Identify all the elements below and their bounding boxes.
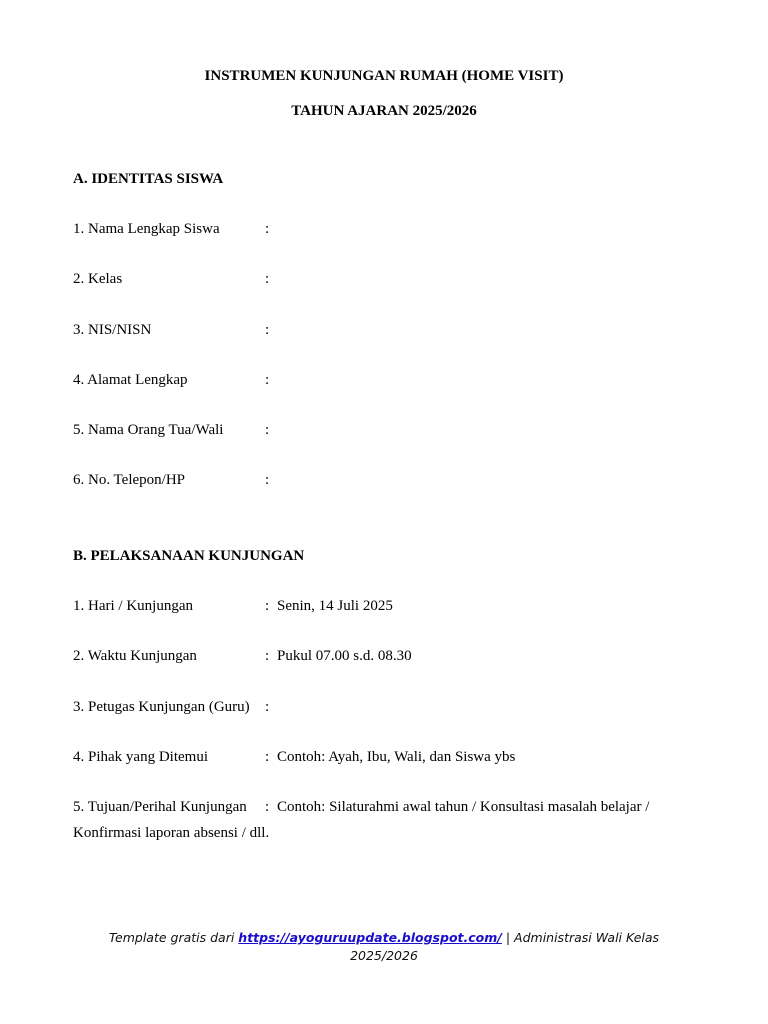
field-label: 4. Pihak yang Ditemui	[73, 749, 208, 765]
section-a-heading: A. IDENTITAS SISWA	[73, 171, 224, 187]
field-label: 5. Tujuan/Perihal Kunjungan	[73, 799, 247, 815]
field-label: 2. Kelas	[73, 271, 123, 287]
field-value: Contoh: Ayah, Ibu, Wali, dan Siswa ybs	[277, 749, 516, 765]
field-no-telepon-hp	[73, 472, 693, 492]
field-first-line	[73, 794, 693, 820]
field-colon: :	[265, 799, 270, 815]
field-nama-orang-tua-wali	[73, 422, 693, 442]
field-petugas-kunjungan	[73, 699, 693, 719]
field-colon: :	[265, 372, 270, 388]
field-waktu-kunjungan	[73, 648, 693, 668]
field-label: 3. Petugas Kunjungan (Guru)	[73, 699, 250, 715]
field-colon: :	[265, 648, 270, 664]
footer-line-1	[90, 929, 678, 947]
field-colon: :	[265, 221, 270, 237]
field-nis-nisn	[73, 322, 693, 342]
field-value: Pukul 07.00 s.d. 08.30	[277, 648, 412, 664]
field-alamat-lengkap	[73, 372, 693, 392]
document-subtitle: TAHUN AJARAN 2025/2026	[291, 103, 477, 119]
field-label: 1. Hari / Kunjungan	[73, 598, 193, 614]
field-label: 5. Nama Orang Tua/Wali	[73, 422, 224, 438]
field-label: 6. No. Telepon/HP	[73, 472, 186, 488]
field-pihak-yang-ditemui	[73, 749, 693, 769]
footer-prefix: Template gratis dari	[108, 930, 235, 945]
field-label: 4. Alamat Lengkap	[73, 372, 188, 388]
page-footer	[90, 929, 678, 965]
field-kelas	[73, 271, 693, 291]
field-colon: :	[265, 472, 270, 488]
field-nama-lengkap-siswa	[73, 221, 693, 241]
field-value: Senin, 14 Juli 2025	[277, 598, 393, 614]
field-label: 2. Waktu Kunjungan	[73, 648, 197, 664]
field-colon: :	[265, 271, 270, 287]
field-colon: :	[265, 598, 270, 614]
footer-blog-link[interactable]: https://ayoguruupdate.blogspot.com/	[238, 930, 502, 945]
field-hari-kunjungan	[73, 598, 693, 618]
field-colon: :	[265, 422, 270, 438]
field-label: 1. Nama Lengkap Siswa	[73, 221, 220, 237]
section-b-heading: B. PELAKSANAAN KUNJUNGAN	[73, 548, 305, 564]
field-value: Contoh: Silaturahmi awal tahun / Konsultasi masalah belajar /	[277, 799, 650, 815]
field-label: 3. NIS/NISN	[73, 322, 152, 338]
footer-suffix: | Administrasi Wali Kelas	[505, 930, 660, 945]
field-colon: :	[265, 322, 270, 338]
footer-line-2: 2025/2026	[350, 948, 418, 963]
field-colon: :	[265, 699, 270, 715]
document-title: INSTRUMEN KUNJUNGAN RUMAH (HOME VISIT)	[204, 68, 564, 84]
field-colon: :	[265, 749, 270, 765]
field-continuation: Konfirmasi laporan absensi / dll.	[73, 825, 270, 841]
field-tujuan-perihal-kunjungan	[73, 794, 693, 846]
